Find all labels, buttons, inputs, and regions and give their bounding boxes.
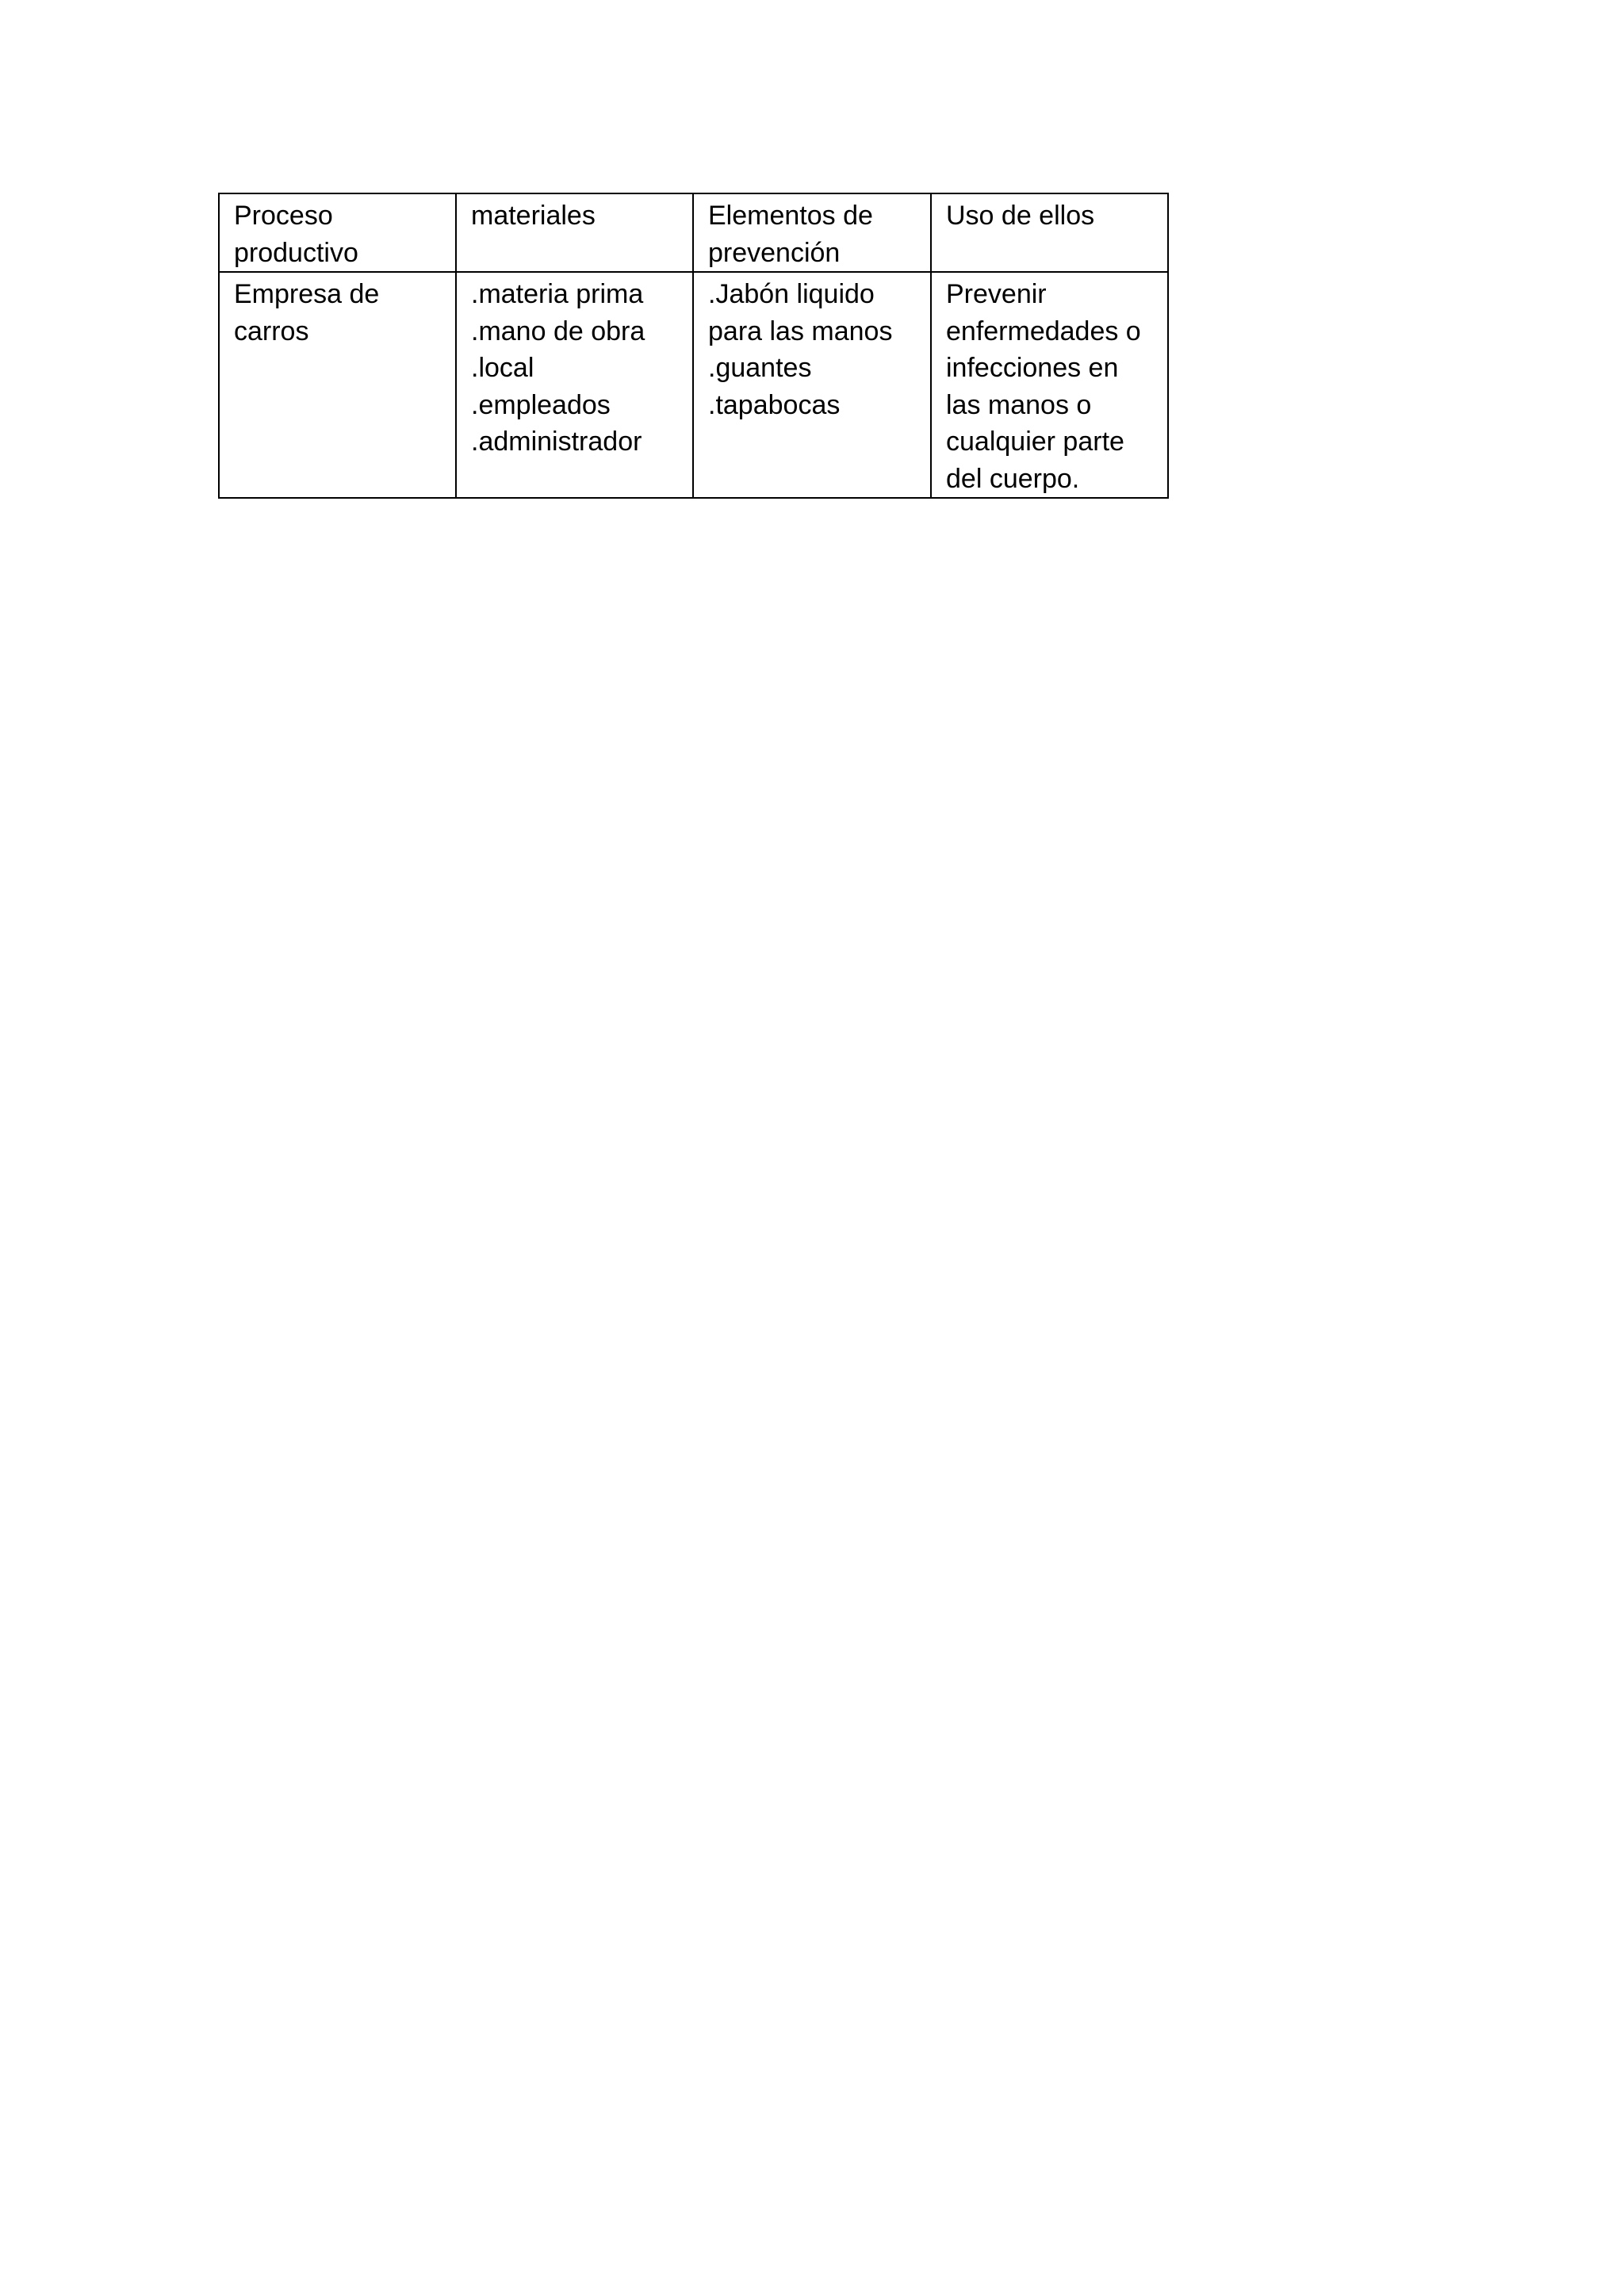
cell-proceso: Empresa de carros xyxy=(219,272,456,498)
header-cell-uso: Uso de ellos xyxy=(931,193,1168,272)
header-cell-materiales: materiales xyxy=(456,193,693,272)
cell-uso: Prevenir enfermedades o infecciones en las manos o cualquier parte del cuerpo. xyxy=(931,272,1168,498)
cell-elementos: .Jabón liquido para las manos .guantes .tapabocas xyxy=(693,272,931,498)
cell-materiales: .materia prima .mano de obra .local .empleados .administrador xyxy=(456,272,693,498)
header-cell-elementos: Elementos de prevención xyxy=(693,193,931,272)
table-row xyxy=(219,272,1168,498)
header-cell-proceso: Proceso productivo xyxy=(219,193,456,272)
process-table xyxy=(218,193,1169,499)
table-header-row xyxy=(219,193,1168,272)
